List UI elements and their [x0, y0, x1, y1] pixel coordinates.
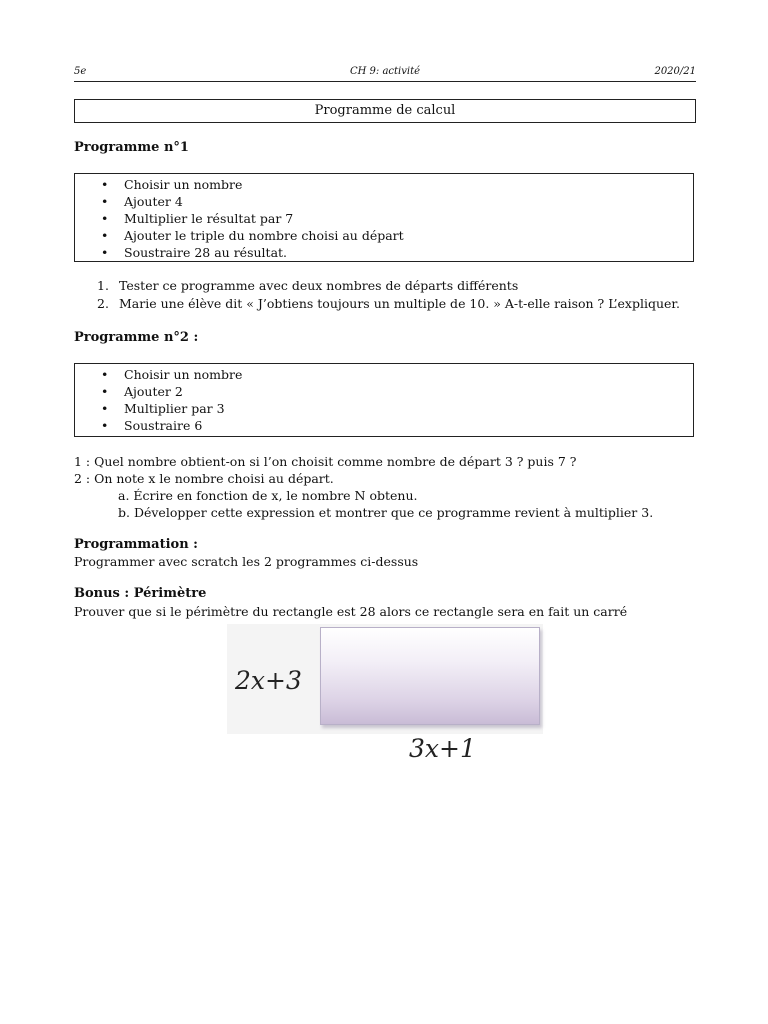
header-year: 2020/21: [654, 66, 696, 77]
list-item: [75, 210, 693, 227]
bullet-icon: •: [101, 194, 109, 209]
list-item: [75, 193, 693, 210]
bullet-icon: •: [101, 245, 109, 260]
programme1-steps-box: [74, 173, 694, 262]
programme2-steps: [75, 364, 693, 434]
step-text: Choisir un nombre: [124, 177, 243, 192]
header-chapter: CH 9: activité: [349, 66, 421, 77]
page-header: [74, 66, 696, 82]
programme1-title: Programme n°1: [74, 140, 189, 155]
step-text: Soustraire 28 au résultat.: [124, 245, 288, 260]
step-text: Ajouter le triple du nombre choisi au départ: [124, 228, 404, 243]
question-text: Marie une élève dit « J’obtiens toujours un multiple de 10. » A-t-elle raison ? L’expliquer.: [119, 296, 680, 311]
rectangle-figure: [227, 624, 543, 770]
bullet-icon: •: [101, 367, 109, 382]
bullet-icon: •: [101, 228, 109, 243]
rectangle-width-label: 3x+1: [409, 734, 476, 763]
step-text: Soustraire 6: [124, 418, 203, 433]
bullet-icon: •: [101, 384, 109, 399]
list-item: [75, 417, 693, 434]
bonus-title: Bonus : Périmètre: [74, 586, 207, 601]
step-text: Choisir un nombre: [124, 367, 243, 382]
programme2-title: Programme n°2 :: [74, 330, 199, 345]
list-item: [75, 400, 693, 417]
list-item: [75, 176, 693, 193]
list-item: [75, 366, 693, 383]
question-number: 2.: [97, 296, 109, 311]
list-item: [75, 383, 693, 400]
bonus-text: Prouver que si le périmètre du rectangle est 28 alors ce rectangle sera en fait un carré: [74, 604, 628, 619]
programme2-question-2a: a. Écrire en fonction de x, le nombre N obtenu.: [118, 488, 418, 503]
list-item: [75, 244, 693, 261]
question-number: 1.: [97, 278, 109, 293]
bullet-icon: •: [101, 401, 109, 416]
rectangle-shape: [320, 627, 540, 725]
step-text: Multiplier par 3: [124, 401, 225, 416]
programme2-question-2b: b. Développer cette expression et montrer que ce programme revient à multiplier 3.: [118, 505, 654, 520]
question-text: Tester ce programme avec deux nombres de départs différents: [119, 278, 519, 293]
programme2-steps-box: [74, 363, 694, 437]
step-text: Multiplier le résultat par 7: [124, 211, 294, 226]
step-text: Ajouter 4: [124, 194, 183, 209]
programme1-steps: [75, 174, 693, 261]
bullet-icon: •: [101, 211, 109, 226]
programme1-questions: [74, 277, 680, 313]
rectangle-height-label: 2x+3: [235, 666, 302, 695]
page-title: Programme de calcul: [74, 99, 696, 123]
bullet-icon: •: [101, 418, 109, 433]
list-item: [74, 295, 680, 313]
programmation-text: Programmer avec scratch les 2 programmes ci-dessus: [74, 554, 419, 569]
programmation-title: Programmation :: [74, 537, 198, 552]
document-page: [74, 0, 696, 1024]
list-item: [74, 277, 680, 295]
list-item: [75, 227, 693, 244]
programme2-question-2: 2 : On note x le nombre choisi au départ.: [74, 471, 334, 486]
step-text: Ajouter 2: [124, 384, 183, 399]
header-class: 5e: [74, 66, 87, 77]
programme2-question-1: 1 : Quel nombre obtient-on si l’on choisit comme nombre de départ 3 ? puis 7 ?: [74, 454, 577, 469]
bullet-icon: •: [101, 177, 109, 192]
